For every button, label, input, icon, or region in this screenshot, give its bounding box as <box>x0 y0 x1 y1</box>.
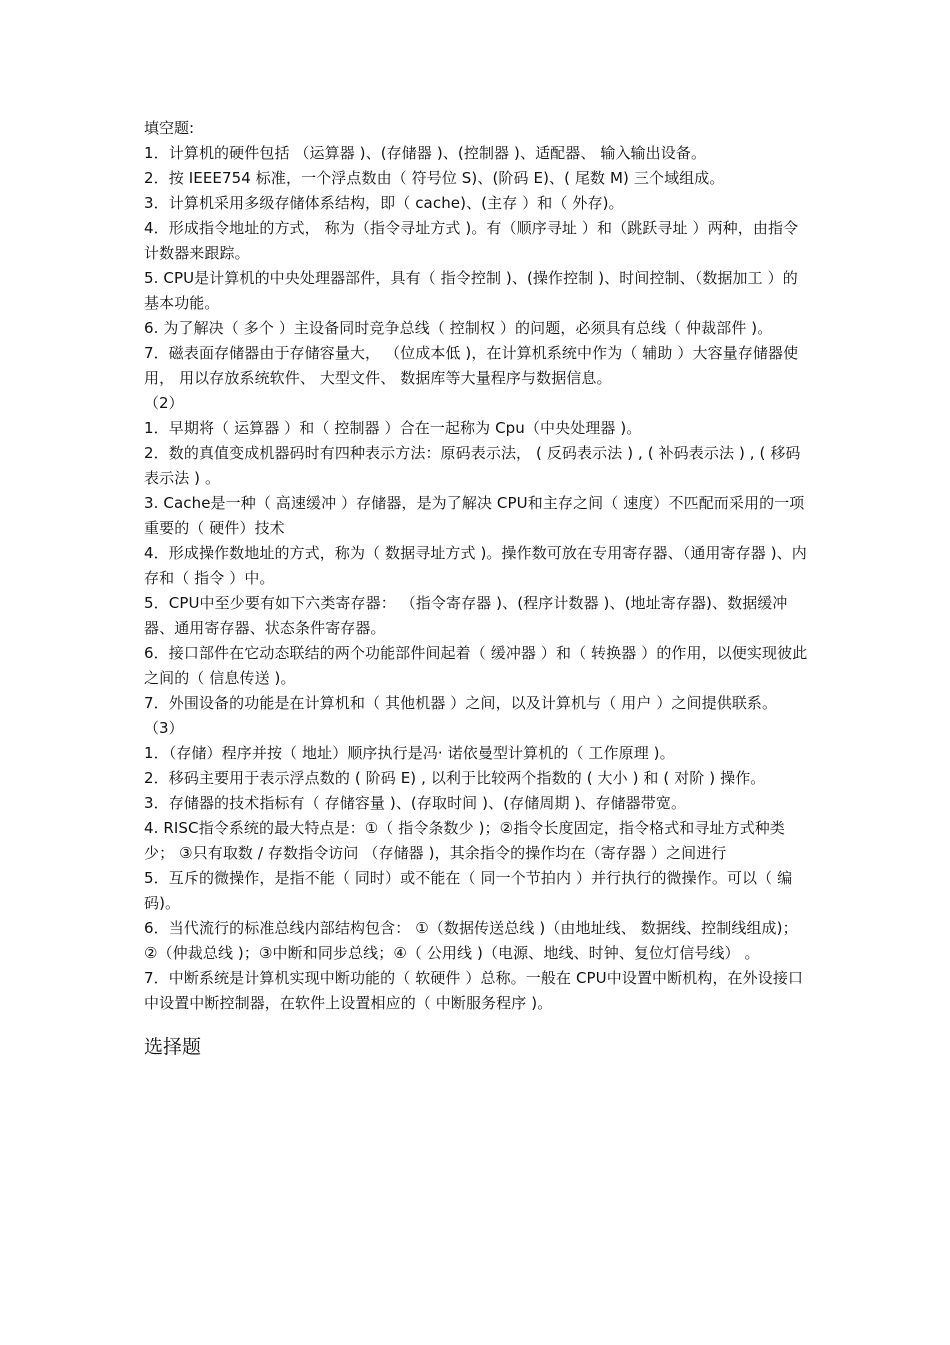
question-2-1: 1．早期将（ 运算器 ）和（ 控制器 ）合在一起称为 Cpu（中央处理器 )。 <box>144 419 642 437</box>
question-1-4: 4．形成指令地址的方式， 称为（指令寻址方式 )。有（顺序寻址 ）和（跳跃寻址 ）两种，由指令计数器来跟踪。 <box>144 219 799 262</box>
section-3 <box>144 741 810 1016</box>
section-3-label: （3） <box>144 719 184 737</box>
question-2-7: 7．外围设备的功能是在计算机和（ 其他机器 ）之间，以及计算机与（ 用户 ）之间提供联系。 <box>144 694 778 712</box>
question-2-3: 3. Cache是一种（ 高速缓冲 ）存储器，是为了解决 CPU和主存之间（ 速度）不匹配而采用的一项重要的（ 硬件）技术 <box>144 494 805 537</box>
question-3-6: 6．当代流行的标准总线内部结构包含： ①（数据传送总线 )（由地址线、 数据线、控制线组成)；②（仲裁总线 )；③中断和同步总线；④（ 公用线 )（电源、地线、时钟、复位灯信号线） 。 <box>144 919 798 962</box>
section-2 <box>144 416 810 716</box>
question-3-7: 7．中断系统是计算机实现中断功能的（ 软硬件 ）总称。一般在 CPU中设置中断机构，在外设接口中设置中断控制器，在软件上设置相应的（ 中断服务程序 )。 <box>144 969 804 1012</box>
question-3-1: 1．（存储）程序并按（ 地址）顺序执行是冯· 诺依曼型计算机的（ 工作原理 )。 <box>144 744 675 762</box>
question-1-3: 3．计算机采用多级存储体系结构，即（ cache)、(主存 ）和（ 外存)。 <box>144 194 624 212</box>
multiple-choice-heading: 选择题 <box>144 1036 202 1058</box>
question-3-4: 4. RISC指令系统的最大特点是：①（ 指令条数少 )；②指令长度固定，指令格式和寻址方式种类少； ③只有取数 / 存数指令访问 （存储器 )，其余指令的操作均在（寄存器 ）之间进行 <box>144 819 786 862</box>
question-1-5: 5. CPU是计算机的中央处理器部件，具有（ 指令控制 )、(操作控制 )、时间控制、（数据加工 ）的基本功能。 <box>144 269 798 312</box>
document-body <box>144 116 810 1061</box>
question-2-2: 2．数的真值变成机器码时有四种表示方法：原码表示法， ( 反码表示法 ) , ( 补码表示法 ) , ( 移码表示法 ) 。 <box>144 444 801 487</box>
question-3-5: 5．互斥的微操作，是指不能（ 同时）或不能在（ 同一个节拍内 ）并行执行的微操作。可以（ 编码)。 <box>144 869 793 912</box>
question-2-6: 6．接口部件在它动态联结的两个功能部件间起着（ 缓冲器 ）和（ 转换器 ）的作用，以便实现彼此之间的（ 信息传送 )。 <box>144 644 808 687</box>
section-2-label: （2） <box>144 394 184 412</box>
question-3-3: 3．存储器的技术指标有（ 存储容量 )、(存取时间 )、(存储周期 )、存储器带宽。 <box>144 794 687 812</box>
question-1-6: 6. 为了解决（ 多个 ）主设备同时竞争总线（ 控制权 ）的问题，必须具有总线（ 仲裁部件 )。 <box>144 319 773 337</box>
fill-blank-heading: 填空题: <box>144 119 195 137</box>
question-2-4: 4．形成操作数地址的方式，称为（ 数据寻址方式 )。操作数可放在专用寄存器、（通用寄存器 )、内存和（ 指令 ）中。 <box>144 544 807 587</box>
question-3-2: 2．移码主要用于表示浮点数的 ( 阶码 E) , 以利于比较两个指数的 ( 大小 ) 和 ( 对阶 ) 操作。 <box>144 769 766 787</box>
section-1 <box>144 141 810 391</box>
question-1-2: 2．按 IEEE754 标准，一个浮点数由（ 符号位 S)、(阶码 E)、( 尾数 M) 三个域组成。 <box>144 169 725 187</box>
question-2-5: 5．CPU中至少要有如下六类寄存器： （指令寄存器 )、(程序计数器 )、(地址寄存器)、数据缓冲器、通用寄存器、状态条件寄存器。 <box>144 594 788 637</box>
question-1-1: 1．计算机的硬件包括 （运算器 )、(存储器 )、(控制器 )、适配器、 输入输出设备。 <box>144 144 707 162</box>
question-1-7: 7．磁表面存储器由于存储容量大， （位成本低 )，在计算机系统中作为（ 辅助 ）大容量存储器使用， 用以存放系统软件、 大型文件、 数据库等大量程序与数据信息。 <box>144 344 799 387</box>
